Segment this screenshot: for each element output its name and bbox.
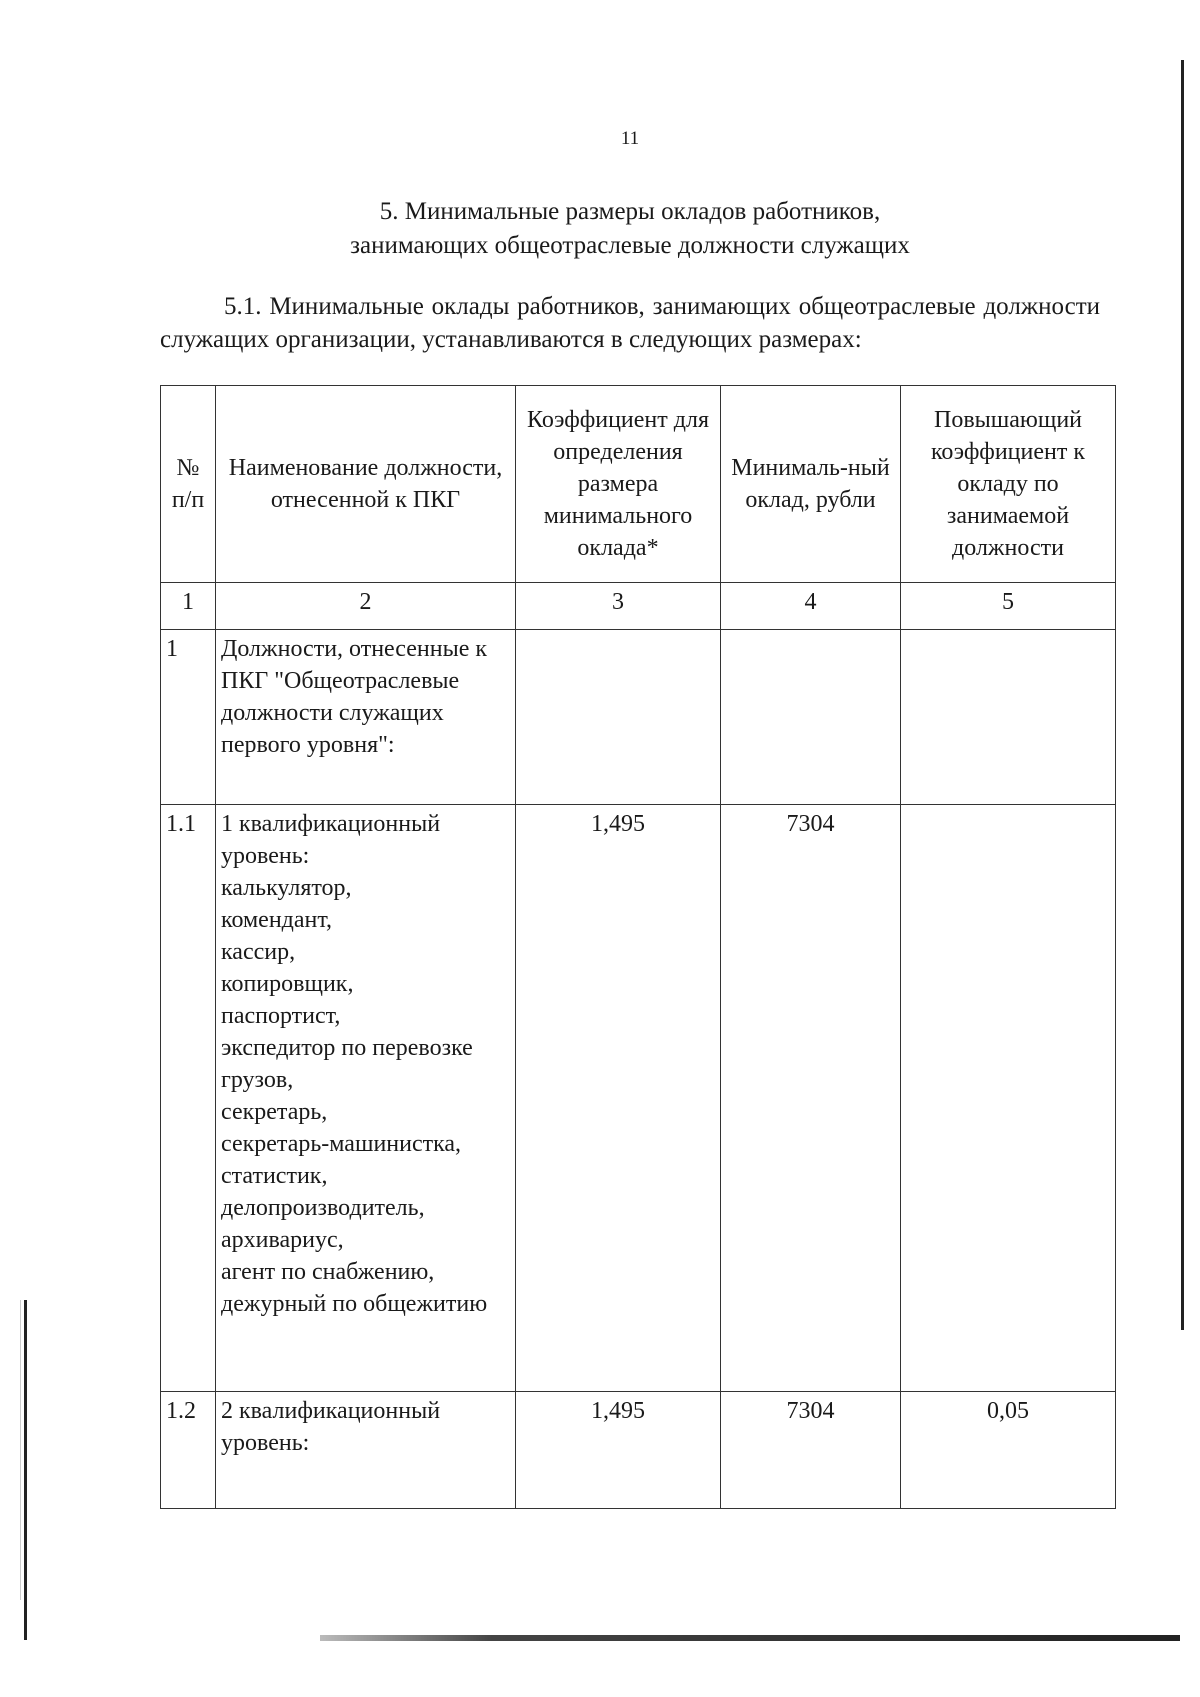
salary-cell (721, 630, 901, 805)
header-raise-coefficient: Повышающий коэффициент к окладу по занимаемой должности (901, 386, 1116, 583)
column-number: 4 (721, 583, 901, 630)
raise-cell: 0,05 (901, 1392, 1116, 1509)
column-numbers-row (161, 583, 1116, 630)
position-name (216, 805, 516, 1392)
header-number: № п/п (161, 386, 216, 583)
section-title (0, 195, 1200, 263)
header-min-salary: Минималь-ный оклад, рубли (721, 386, 901, 583)
raise-cell (901, 630, 1116, 805)
intro-text: Минимальные оклады работников, занимающих общеотраслевые должности служащих организации, устанавливаются в следующих размерах: (160, 293, 1100, 353)
coefficient-cell (516, 630, 721, 805)
table-row (161, 1392, 1116, 1509)
table-row (161, 805, 1116, 1392)
header-coefficient: Коэффициент для определения размера минимального оклада* (516, 386, 721, 583)
column-number: 3 (516, 583, 721, 630)
column-number: 2 (216, 583, 516, 630)
position-line: кассир, (221, 939, 296, 965)
scan-edge-line (1181, 60, 1184, 1330)
column-number: 5 (901, 583, 1116, 630)
table-header-row (161, 386, 1116, 583)
position-line: делопроизводитель, (221, 1195, 425, 1221)
position-line: копировщик, (221, 971, 354, 997)
position-line: архивариус, (221, 1227, 344, 1253)
row-number: 1 (161, 630, 216, 805)
position-line: агент по снабжению, дежурный по общежитию (221, 1259, 488, 1317)
position-line: секретарь, (221, 1099, 328, 1125)
table-row (161, 630, 1116, 805)
scan-edge-line (24, 1300, 27, 1640)
position-line: статистик, (221, 1163, 328, 1189)
raise-cell (901, 805, 1116, 1392)
scan-edge-line (20, 1300, 21, 1600)
position-line: калькулятор, (221, 875, 352, 901)
coefficient-cell: 1,495 (516, 1392, 721, 1509)
column-number: 1 (161, 583, 216, 630)
section-title-line-2: занимающих общеотраслевые должности служащих (350, 232, 910, 259)
salary-cell: 7304 (721, 1392, 901, 1509)
position-name: Должности, отнесенные к ПКГ "Общеотраслевые должности служащих первого уровня": (216, 630, 516, 805)
position-line: 1 квалификационный уровень: (221, 811, 441, 869)
position-line: паспортист, (221, 1003, 341, 1029)
intro-lead: 5.1. (224, 293, 262, 320)
salary-cell: 7304 (721, 805, 901, 1392)
page-number: 11 (620, 128, 640, 149)
header-position-name: Наименование должности, отнесенной к ПКГ (216, 386, 516, 583)
position-name: 2 квалификационный уровень: (216, 1392, 516, 1509)
scan-edge-line (320, 1635, 1180, 1641)
salary-table (160, 385, 1116, 1509)
intro-paragraph (160, 290, 1100, 356)
row-number: 1.1 (161, 805, 216, 1392)
section-title-line-1: 5. Минимальные размеры окладов работников, (379, 198, 881, 225)
coefficient-cell: 1,495 (516, 805, 721, 1392)
position-line: комендант, (221, 907, 333, 933)
row-number: 1.2 (161, 1392, 216, 1509)
position-line: экспедитор по перевозке грузов, (221, 1035, 473, 1093)
position-line: секретарь-машинистка, (221, 1131, 462, 1157)
